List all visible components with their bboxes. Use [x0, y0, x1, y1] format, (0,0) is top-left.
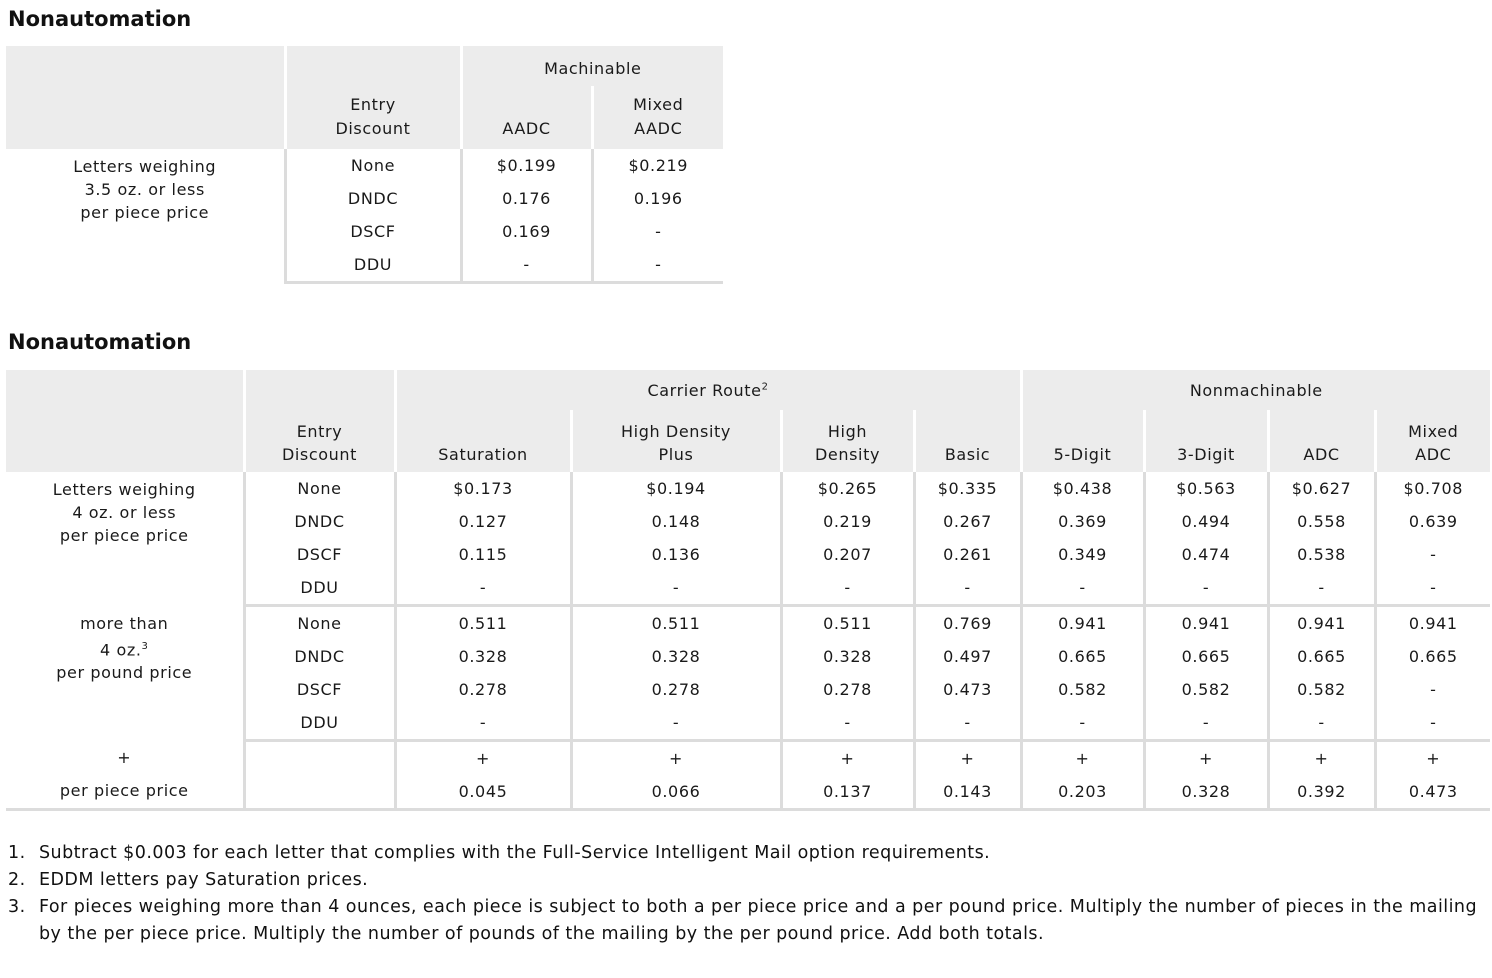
price-cell: 0.665	[1021, 640, 1144, 673]
price-cell: 0.136	[571, 538, 781, 571]
price-cell: 0.941	[1268, 606, 1375, 641]
price-cell: 0.497	[914, 640, 1021, 673]
col-header	[914, 410, 1021, 472]
price-value: 0.328	[1181, 782, 1231, 801]
col-header-line: ADC	[1415, 445, 1452, 464]
table1-col-header-aadc	[461, 86, 592, 149]
row-group-label	[6, 606, 244, 741]
price-cell: 0.639	[1375, 505, 1490, 538]
plus-symbol: +	[960, 749, 975, 768]
col-header	[395, 410, 571, 472]
price-cell: 0.511	[781, 606, 914, 641]
footnote-item	[8, 894, 1478, 948]
price-cell: -	[1375, 706, 1490, 741]
price-cell: $0.199	[461, 149, 592, 182]
price-cell: 0.665	[1375, 640, 1490, 673]
entry-discount-cell: DNDC	[244, 640, 395, 673]
entry-discount-cell: DNDC	[285, 182, 461, 215]
price-cell: 0.115	[395, 538, 571, 571]
price-cell: 0.349	[1021, 538, 1144, 571]
price-cell: 0.511	[395, 606, 571, 641]
table2-group-header-nonmachinable: Nonmachinable	[1021, 370, 1490, 410]
price-cell: -	[592, 248, 723, 283]
col-header-line: Saturation	[438, 445, 528, 464]
price-cell: 0.582	[1268, 673, 1375, 706]
table-row	[6, 472, 1490, 505]
col-header-line: High	[827, 422, 868, 441]
price-cell: 0.169	[461, 215, 592, 248]
plus-symbol: +	[668, 749, 683, 768]
price-cell: 0.127	[395, 505, 571, 538]
col-header-line: Plus	[658, 445, 694, 464]
col-header-line: Mixed	[1408, 422, 1459, 441]
empty-entry-cell	[244, 741, 395, 810]
price-cell: $0.265	[781, 472, 914, 505]
row-group-label-line	[6, 501, 243, 524]
price-cell: 0.665	[1268, 640, 1375, 673]
table1-corner-header	[6, 46, 285, 149]
price-cell: 0.278	[395, 673, 571, 706]
row-group-label-line	[6, 478, 243, 501]
price-cell: 0.474	[1144, 538, 1268, 571]
per-piece-add-row	[6, 741, 1490, 810]
col-header-line: Mixed	[633, 95, 684, 114]
price-cell: -	[1375, 673, 1490, 706]
col-header	[1268, 410, 1375, 472]
row-group-label-text: Letters weighing	[52, 480, 196, 499]
per-piece-add-cell	[1268, 741, 1375, 810]
plus-symbol: +	[1314, 749, 1329, 768]
price-cell: 0.941	[1375, 606, 1490, 641]
price-cell: 0.176	[461, 182, 592, 215]
plus-symbol: +	[117, 748, 132, 768]
col-header	[1021, 410, 1144, 472]
table1	[6, 46, 723, 284]
price-cell: 0.328	[395, 640, 571, 673]
row-group-label-line: 3.5 oz. or less	[84, 180, 205, 199]
price-cell: 0.261	[914, 538, 1021, 571]
entry-discount-cell: None	[244, 472, 395, 505]
table1-col-header-mixed-aadc	[592, 86, 723, 149]
price-cell: 0.511	[571, 606, 781, 641]
entry-discount-cell: None	[244, 606, 395, 641]
per-piece-label: per piece price	[59, 781, 189, 801]
price-cell: 0.494	[1144, 505, 1268, 538]
price-cell: $0.708	[1375, 472, 1490, 505]
col-header-line: 3-Digit	[1177, 445, 1235, 464]
plus-symbol: +	[1426, 749, 1441, 768]
price-cell: 0.769	[914, 606, 1021, 641]
price-value: 0.137	[823, 782, 872, 801]
price-cell: 0.582	[1021, 673, 1144, 706]
price-cell: -	[914, 571, 1021, 606]
price-cell: 0.665	[1144, 640, 1268, 673]
price-cell: 0.278	[571, 673, 781, 706]
footnote-number: 2.	[8, 870, 26, 890]
footnote-item	[8, 840, 1478, 867]
carrier-route-label: Carrier Route	[647, 380, 762, 400]
price-cell: -	[395, 706, 571, 741]
entry-discount-cell: DSCF	[285, 215, 461, 248]
table-row	[6, 149, 723, 182]
row-group-label-line	[6, 661, 243, 684]
entry-discount-cell: DSCF	[244, 538, 395, 571]
table1-title: Nonautomation	[8, 7, 192, 31]
table2-group-header-carrier-route	[395, 370, 1021, 410]
entry-discount-cell: DDU	[244, 571, 395, 606]
price-cell: 0.473	[914, 673, 1021, 706]
plus-symbol: +	[840, 749, 855, 768]
price-cell: -	[1375, 571, 1490, 606]
price-cell: -	[1268, 571, 1375, 606]
per-piece-add-cell	[395, 741, 571, 810]
plus-symbol: +	[1199, 749, 1214, 768]
col-header-line: High Density	[621, 422, 731, 441]
price-cell: -	[781, 706, 914, 741]
footnote-number: 3.	[8, 897, 26, 917]
entry-discount-cell: DDU	[244, 706, 395, 741]
price-cell: $0.627	[1268, 472, 1375, 505]
footnotes	[8, 840, 1478, 948]
price-cell: 0.219	[781, 505, 914, 538]
price-cell: -	[1021, 706, 1144, 741]
price-cell: $0.173	[395, 472, 571, 505]
price-cell: -	[914, 706, 1021, 741]
price-cell: $0.219	[592, 149, 723, 182]
price-cell: 0.267	[914, 505, 1021, 538]
table2-corner-header	[6, 370, 244, 472]
price-cell: -	[592, 215, 723, 248]
price-cell: 0.538	[1268, 538, 1375, 571]
price-cell: 0.196	[592, 182, 723, 215]
entry-discount-cell: DDU	[285, 248, 461, 283]
row-group-label-text: per pound price	[56, 662, 193, 682]
price-cell: -	[571, 706, 781, 741]
footnote-item	[8, 867, 1478, 894]
table1-group-header-machinable: Machinable	[461, 46, 723, 86]
per-piece-add-cell	[781, 741, 914, 810]
price-cell: 0.941	[1144, 606, 1268, 641]
col-header-line: 5-Digit	[1053, 445, 1112, 464]
row-group-label	[6, 149, 285, 283]
row-group-label-line	[6, 524, 243, 547]
price-cell: 0.278	[781, 673, 914, 706]
row-group-label-line	[6, 635, 243, 661]
price-value: 0.203	[1058, 782, 1107, 801]
row-group-label-text: 4 oz.	[99, 639, 142, 659]
entry-header-line: Entry	[296, 422, 343, 441]
col-header	[1375, 410, 1490, 472]
price-cell: $0.438	[1021, 472, 1144, 505]
col-header-line: AADC	[634, 119, 683, 138]
row-group-label-text: 4 oz. or less	[72, 503, 177, 522]
table-row	[6, 606, 1490, 641]
price-cell: -	[781, 571, 914, 606]
per-piece-add-cell	[571, 741, 781, 810]
per-piece-add-cell	[1021, 741, 1144, 810]
price-cell: $0.335	[914, 472, 1021, 505]
price-cell: -	[571, 571, 781, 606]
table2-title: Nonautomation	[8, 330, 192, 354]
entry-discount-cell: None	[285, 149, 461, 182]
price-cell: -	[1268, 706, 1375, 741]
entry-discount-cell: DSCF	[244, 673, 395, 706]
price-value: 0.392	[1297, 782, 1346, 801]
col-header	[1144, 410, 1268, 472]
price-value: 0.473	[1408, 782, 1458, 801]
col-header-line: AADC	[502, 119, 551, 138]
entry-discount-cell: DNDC	[244, 505, 395, 538]
footnote-ref: 2	[761, 381, 769, 393]
price-cell: 0.558	[1268, 505, 1375, 538]
row-group-label-line: Letters weighing	[73, 157, 217, 176]
price-value: 0.045	[458, 782, 508, 801]
price-cell: 0.582	[1144, 673, 1268, 706]
col-header	[781, 410, 914, 472]
entry-header-line: Discount	[281, 445, 358, 464]
price-value: 0.066	[651, 782, 701, 801]
price-cell: 0.328	[571, 640, 781, 673]
entry-header-line: Entry	[350, 95, 396, 114]
price-cell: -	[395, 571, 571, 606]
price-cell: $0.194	[571, 472, 781, 505]
price-cell: -	[1144, 706, 1268, 741]
per-piece-add-cell	[914, 741, 1021, 810]
price-cell: 0.207	[781, 538, 914, 571]
footnote-ref: 3	[141, 640, 149, 652]
col-header-line: ADC	[1303, 445, 1340, 464]
footnote-text: Subtract $0.003 for each letter that complies with the Full-Service Intelligent Mail option requirements.	[39, 843, 991, 863]
price-cell: -	[1144, 571, 1268, 606]
footnote-number: 1.	[8, 843, 26, 863]
price-cell: -	[1375, 538, 1490, 571]
price-cell: $0.563	[1144, 472, 1268, 505]
price-cell: 0.941	[1021, 606, 1144, 641]
per-piece-add-cell	[1375, 741, 1490, 810]
row-group-label	[6, 472, 244, 606]
plus-symbol: +	[1075, 749, 1090, 768]
per-piece-add-cell	[1144, 741, 1268, 810]
per-piece-add-label	[6, 741, 244, 810]
row-group-label-line: per piece price	[80, 203, 210, 222]
price-cell: 0.328	[781, 640, 914, 673]
row-group-label-text: per piece price	[59, 526, 189, 545]
footnote-text: EDDM letters pay Saturation prices.	[39, 870, 369, 890]
col-header-line: Basic	[944, 445, 991, 464]
plus-symbol: +	[475, 749, 490, 768]
entry-header-line: Discount	[335, 119, 411, 138]
price-cell: 0.369	[1021, 505, 1144, 538]
footnote-text: For pieces weighing more than 4 ounces, each piece is subject to both a per piece price and a per pound price. Multiply the number of pieces in the mailing by the per piece price. Multiply the number of pounds of the mailing by the per pound price. Add both totals.	[39, 897, 1477, 944]
col-header-line: Density	[814, 445, 881, 464]
row-group-label-line	[6, 612, 243, 635]
row-group-label-text: more than	[80, 613, 169, 633]
table2-entry-header	[244, 370, 395, 472]
col-header	[571, 410, 781, 472]
price-value: 0.143	[943, 782, 992, 801]
table1-entry-header	[285, 46, 461, 149]
table2	[6, 370, 1490, 811]
price-cell: 0.148	[571, 505, 781, 538]
price-cell: -	[1021, 571, 1144, 606]
price-cell: -	[461, 248, 592, 283]
